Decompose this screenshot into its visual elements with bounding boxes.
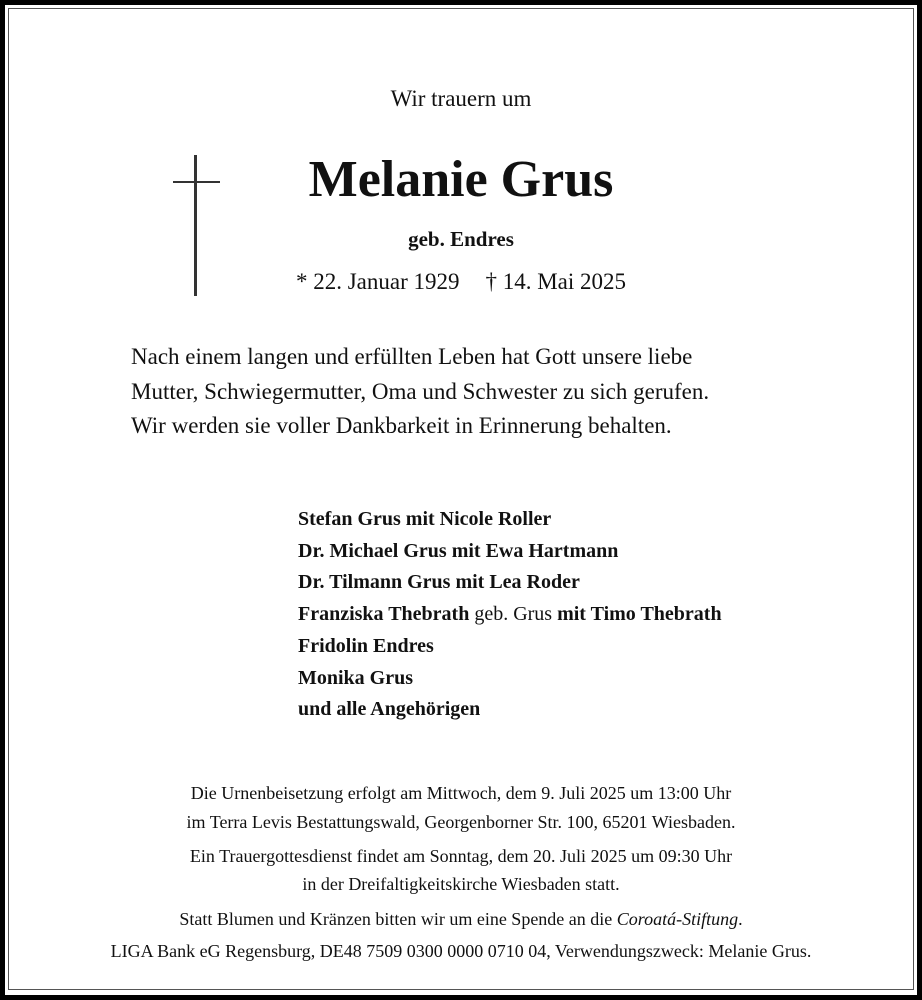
paragraph-line: Mutter, Schwiegermutter, Oma und Schwester zu sich gerufen. bbox=[131, 378, 710, 404]
burial-line: Die Urnenbeisetzung erfolgt am Mittwoch, dem 9. Juli 2025 um 13:00 Uhr bbox=[190, 783, 732, 803]
maiden-name: geb. Endres bbox=[408, 227, 514, 251]
intro-text: Wir trauern um bbox=[390, 86, 532, 111]
donation-line bbox=[0, 909, 922, 930]
donation-text: Statt Blumen und Kränzen bitten wir um eine Spende an die bbox=[179, 909, 617, 929]
mourner-partner: mit Timo Thebrath bbox=[557, 603, 722, 626]
birth-date: * 22. Januar 1929 bbox=[295, 269, 460, 294]
mourner: und alle Angehörigen bbox=[298, 698, 481, 721]
paragraph-line: Wir werden sie voller Dankbarkeit in Erinnerung behalten. bbox=[131, 413, 672, 438]
mourner: Dr. Tilmann Grus mit Lea Roder bbox=[298, 571, 580, 594]
mourner-name: Franziska Thebrath bbox=[298, 603, 470, 626]
donation-period: . bbox=[738, 909, 743, 929]
mourner-maiden: geb. Grus bbox=[469, 603, 558, 626]
service-line: Ein Trauergottesdienst findet am Sonntag, dem 20. Juli 2025 um 09:30 Uhr bbox=[189, 846, 733, 866]
mourners-list bbox=[298, 504, 722, 726]
mourner bbox=[298, 599, 722, 631]
life-dates bbox=[0, 269, 922, 295]
foundation-name: Coroatá-Stiftung bbox=[616, 909, 739, 929]
mourner: Stefan Grus mit Nicole Roller bbox=[298, 508, 552, 530]
deceased-name: Melanie Grus bbox=[308, 151, 614, 208]
mourner: Dr. Michael Grus mit Ewa Hartmann bbox=[298, 539, 619, 562]
paragraph-line: Nach einem langen und erfüllten Leben hat Gott unsere liebe bbox=[131, 344, 693, 369]
death-date: † 14. Mai 2025 bbox=[485, 269, 627, 294]
condolence-paragraph bbox=[131, 340, 709, 444]
burial-line: im Terra Levis Bestattungswald, Georgenborner Str. 100, 65201 Wiesbaden. bbox=[186, 812, 736, 832]
service-line: in der Dreifaltigkeitskirche Wiesbaden statt. bbox=[302, 874, 620, 894]
bank-details: LIGA Bank eG Regensburg, DE48 7509 0300 0000 0710 04, Verwendungszweck: Melanie Grus. bbox=[110, 941, 812, 961]
mourner: Fridolin Endres bbox=[298, 634, 434, 657]
mourner: Monika Grus bbox=[298, 666, 414, 689]
